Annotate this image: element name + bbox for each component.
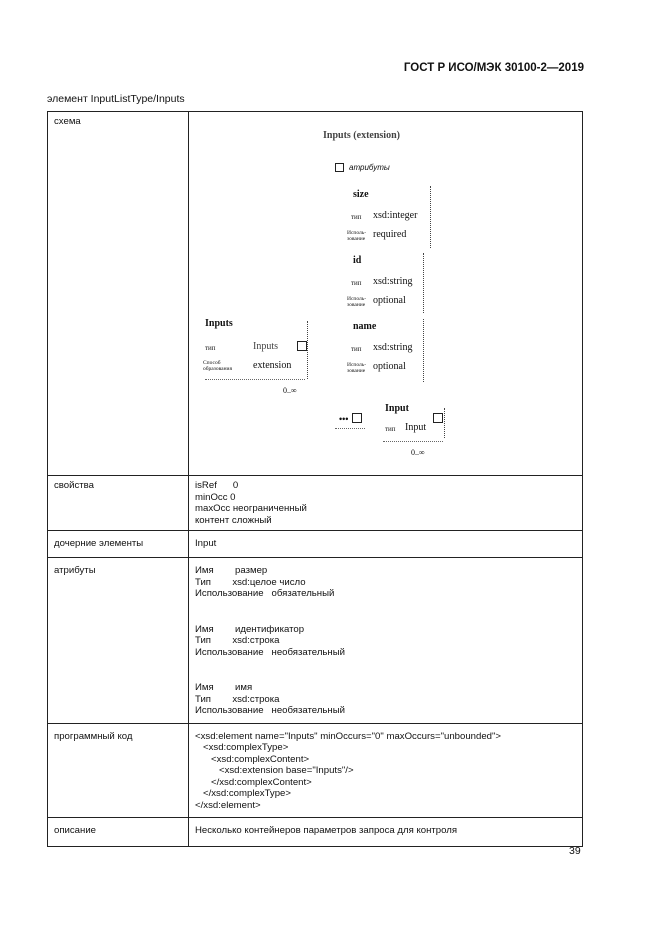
attr-line: Использование обязательный	[195, 588, 335, 599]
attribute-box-border	[430, 186, 431, 248]
attribute-name: size	[353, 189, 369, 200]
children-row	[48, 531, 583, 558]
property-line: minOcc 0	[195, 491, 236, 503]
code-line: <xsd:complexContent>	[195, 753, 310, 765]
attr-line: Тип xsd:строка	[195, 693, 280, 705]
attribute-type-label: тип	[351, 213, 362, 221]
attribute-type-label: тип	[351, 279, 362, 287]
property-line: контент сложный	[195, 514, 272, 526]
page-number: 39	[569, 845, 581, 857]
attribute-name: name	[353, 321, 377, 332]
root-type: Inputs	[253, 341, 278, 352]
schema-diagram	[195, 116, 576, 471]
code-line: <xsd:element name="Inputs" minOccurs="0" maxOccurs="unbounded">	[195, 730, 502, 742]
sequence-box-icon[interactable]	[352, 413, 362, 423]
attribute-type: xsd:string	[373, 342, 413, 353]
root-method: extension	[253, 360, 292, 371]
attribute-use: optional	[373, 295, 406, 306]
root-expand-icon[interactable]	[297, 341, 307, 351]
code-line: </xsd:complexType>	[195, 788, 291, 799]
child-occurs: 0..∞	[411, 448, 425, 457]
root-type-label: тип	[205, 344, 216, 352]
property-line: maxOcc неограниченный	[195, 503, 307, 514]
attr-line: Использование необязательный	[195, 646, 345, 658]
attribute-group-id	[195, 624, 576, 659]
description-label: описание	[48, 818, 189, 847]
code-line: </xsd:complexContent>	[195, 776, 312, 788]
spacer	[195, 600, 576, 624]
child-box-bottom	[383, 441, 443, 442]
attribute-name: id	[353, 255, 362, 266]
child-type-label: тип	[385, 425, 396, 433]
code-line: <xsd:extension base="Inputs"/>	[195, 765, 354, 776]
root-element-name: Inputs	[205, 318, 233, 329]
attribute-use-label: Исполь-зование	[347, 296, 367, 308]
child-expand-icon[interactable]	[433, 413, 443, 423]
schema-cell	[189, 112, 583, 476]
code-line: <xsd:complexType>	[195, 742, 289, 753]
attribute-use: optional	[373, 361, 406, 372]
child-type: Input	[405, 422, 427, 433]
attr-line: Использование необязательный	[195, 705, 345, 716]
attribute-group-size	[195, 565, 576, 600]
root-occurs: 0..∞	[283, 386, 297, 395]
attribute-box-border	[423, 319, 424, 382]
property-line: isRef 0	[195, 480, 239, 491]
attr-line: Имя имя	[195, 682, 253, 693]
schema-label: схема	[48, 112, 189, 476]
description-row	[48, 818, 583, 847]
child-box-border	[444, 408, 445, 438]
attribute-type: xsd:string	[373, 276, 413, 287]
attribute-use: required	[373, 229, 407, 240]
root-box-border	[307, 321, 308, 379]
element-caption: элемент InputListType/Inputs	[47, 93, 185, 105]
code-line: </xsd:element>	[195, 799, 261, 811]
sequence-icon: •••	[339, 414, 349, 424]
schema-row	[48, 112, 583, 476]
document-header: ГОСТ Р ИСО/МЭК 30100-2—2019	[403, 62, 584, 74]
attribute-use-label: Исполь-зование	[347, 230, 367, 242]
children-value: Input	[189, 531, 583, 558]
attr-line: Имя идентификатор	[195, 623, 305, 635]
root-method-label: Способ образования	[203, 360, 233, 372]
attr-line: Тип xsd:целое число	[195, 576, 306, 588]
attributes-row	[48, 558, 583, 724]
attribute-group-name	[195, 682, 576, 717]
attribute-type-label: тип	[351, 345, 362, 353]
attributes-toggle-icon[interactable]	[335, 163, 344, 172]
spacer	[195, 658, 576, 682]
child-element-name: Input	[385, 403, 409, 414]
diagram-title: Inputs (extension)	[323, 130, 400, 141]
attributes-cell	[189, 558, 583, 724]
description-value: Несколько контейнеров параметров запроса для контроля	[189, 818, 583, 847]
attributes-label: атрибуты	[349, 163, 390, 172]
properties-cell	[189, 476, 583, 531]
element-spec-table	[47, 111, 583, 847]
root-box-bottom	[205, 379, 305, 380]
sequence-line	[335, 428, 365, 429]
attr-line: Имя размер	[195, 565, 268, 576]
code-label: программный код	[48, 723, 189, 818]
properties-row	[48, 476, 583, 531]
children-label: дочерние элементы	[48, 531, 189, 558]
code-cell	[189, 723, 583, 818]
attribute-use-label: Исполь-зование	[347, 362, 367, 374]
attributes-row-label: атрибуты	[48, 558, 189, 724]
attr-line: Тип xsd:строка	[195, 635, 280, 646]
code-row	[48, 723, 583, 818]
properties-label: свойства	[48, 476, 189, 531]
attribute-box-border	[423, 253, 424, 313]
attribute-type: xsd:integer	[373, 210, 418, 221]
